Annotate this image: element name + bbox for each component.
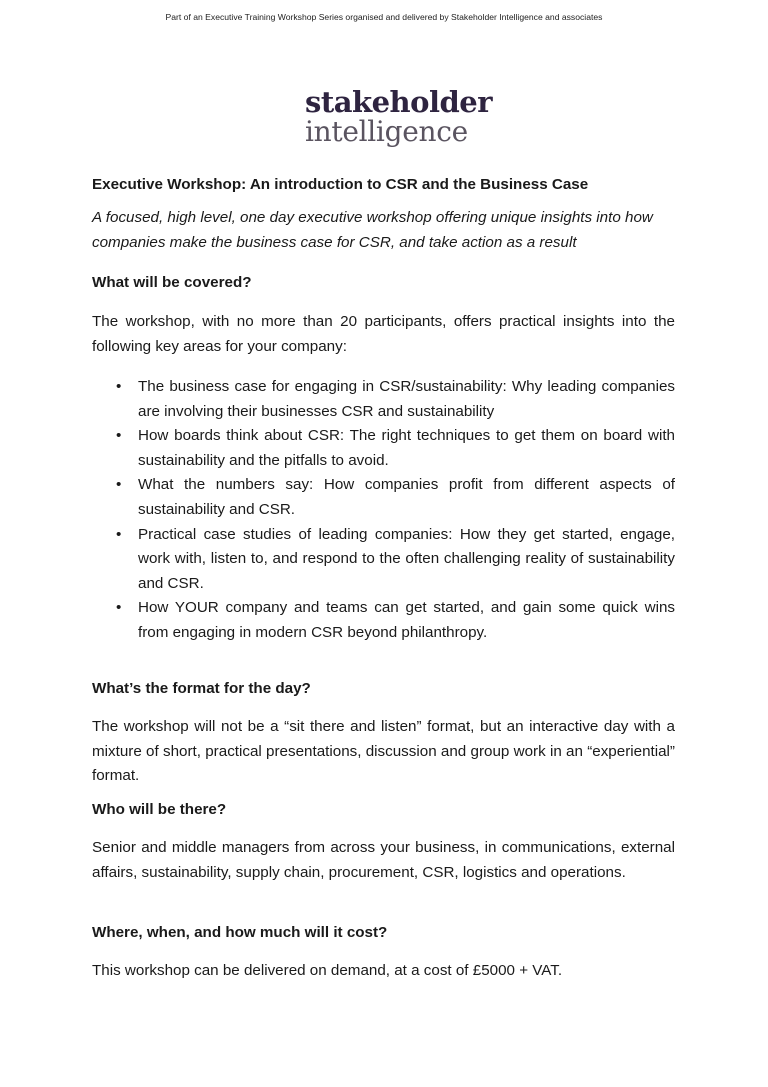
section-body: Senior and middle managers from across your business, in communications, external affairs, sustainability, supply chain, procurement, CSR, logistics and operations. bbox=[92, 839, 675, 881]
document-subtitle: A focused, high level, one day executive workshop offering unique insights into how companies make the business case for CSR, and take action as a result bbox=[92, 209, 653, 251]
logo-line2: intelligence bbox=[305, 115, 468, 148]
section-heading: What’s the format for the day? bbox=[92, 680, 311, 697]
bullet-icon: • bbox=[116, 599, 122, 617]
section-body: This workshop can be delivered on demand, at a cost of £5000 + VAT. bbox=[92, 962, 563, 979]
document-title: Executive Workshop: An introduction to CSR and the Business Case bbox=[92, 176, 589, 193]
list-item bbox=[92, 596, 675, 645]
bullet-icon: • bbox=[116, 378, 122, 395]
list-item bbox=[92, 523, 675, 597]
section-body: The workshop, with no more than 20 participants, offers practical insights into the following key areas for your company: bbox=[92, 313, 675, 355]
list-item bbox=[92, 424, 675, 473]
logo-line1: stakeholder bbox=[305, 85, 493, 119]
section-body: The workshop will not be a “sit there and listen” format, but an interactive day with a mixture of short, practical presentations, discussion and group work in an “experiential” format. bbox=[92, 718, 675, 785]
list-item-text: How YOUR company and teams can get started, and gain some quick wins from engaging in modern CSR beyond philanthropy. bbox=[138, 599, 675, 641]
list-item-text: How boards think about CSR: The right techniques to get them on board with sustainability and the pitfalls to avoid. bbox=[138, 427, 675, 469]
section-heading: What will be covered? bbox=[92, 274, 252, 291]
list-item-text: Practical case studies of leading companies: How they get started, engage, work with, listen to, and respond to the often challenging reality of sustainability and CSR. bbox=[138, 525, 675, 592]
list-item bbox=[92, 375, 675, 424]
list-item-text: What the numbers say: How companies profit from different aspects of sustainability and CSR. bbox=[138, 476, 675, 518]
header-note: Part of an Executive Training Workshop Series organised and delivered by Stakeholder Intelligence and associates bbox=[165, 12, 603, 22]
list-item-text: The business case for engaging in CSR/sustainability: Why leading companies are involving their businesses CSR and sustainability bbox=[138, 378, 675, 420]
stakeholder-intelligence-logo bbox=[305, 85, 493, 148]
list-item bbox=[92, 473, 675, 522]
bullet-icon: • bbox=[116, 476, 122, 494]
bullet-icon: • bbox=[116, 525, 122, 543]
bullet-icon: • bbox=[116, 427, 122, 445]
section-heading: Where, when, and how much will it cost? bbox=[92, 924, 388, 941]
bullet-list bbox=[92, 375, 675, 646]
section-heading: Who will be there? bbox=[92, 801, 227, 818]
